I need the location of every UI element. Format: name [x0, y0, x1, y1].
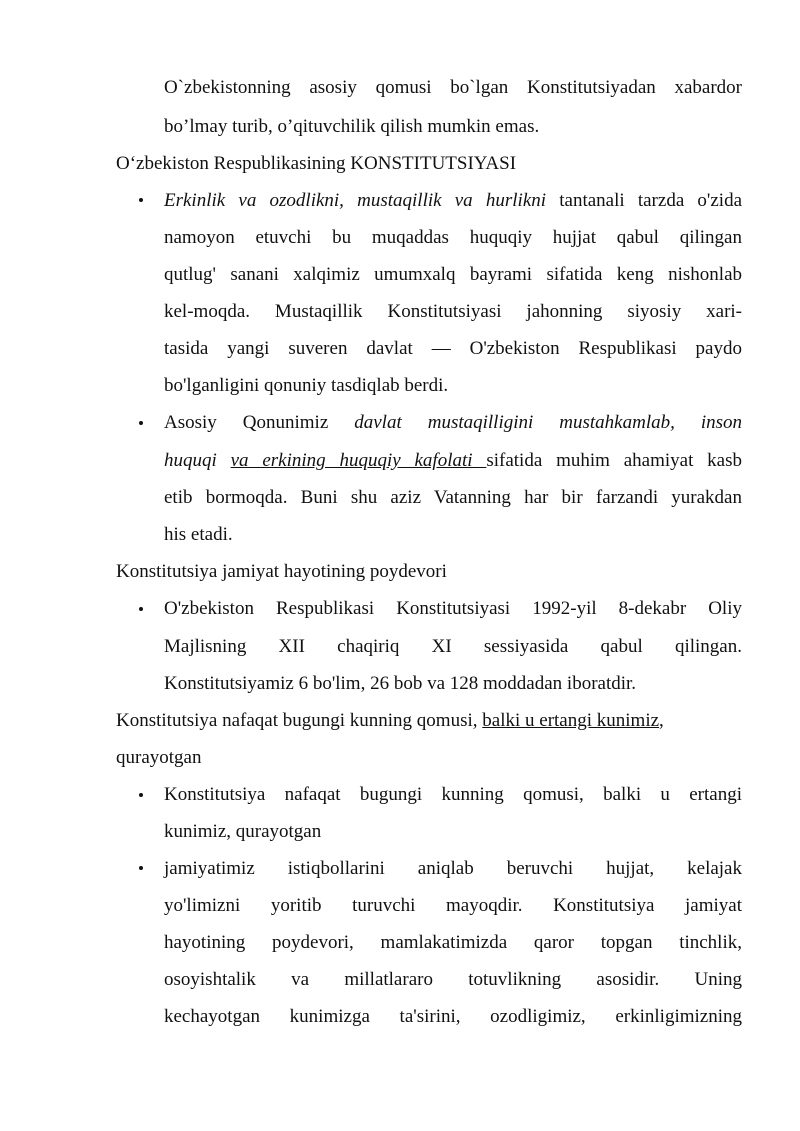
text: tantanali tarzda o'zida [546, 190, 743, 211]
text: , [659, 710, 664, 731]
intro-line: bo’lmay turib, o’qituvchilik qilish mumkin emas. [164, 116, 540, 137]
bullet-icon [138, 865, 146, 873]
bullet-paragraph-line: kel-moqda. Mustaqillik Konstitutsiyasi jahonning siyosiy xari- [164, 301, 742, 322]
bullet-paragraph-line: jamiyatimiz istiqbollarini aniqlab beruvchi hujjat, kelajak [164, 858, 742, 879]
bullet-paragraph-line: namoyon etuvchi bu muqaddas huquqiy hujjat qabul qilingan [164, 227, 742, 248]
section-heading: O‘zbekiston Respublikasining KONSTITUTSIYASI [116, 153, 517, 174]
bullet-paragraph-line [164, 451, 742, 470]
text: Konstitutsiya nafaqat bugungi kunning qomusi, [116, 710, 483, 731]
bullet-paragraph-line: Konstitutsiyamiz 6 bo'lim, 26 bob va 128 moddadan iboratdir. [164, 673, 637, 694]
paragraph-line: qurayotgan [116, 747, 202, 768]
text: sifatida muhim ahamiyat kasb [486, 450, 742, 471]
section-heading: Konstitutsiya jamiyat hayotining poydevori [116, 561, 447, 582]
bullet-paragraph-line: yo'limizni yoritib turuvchi mayoqdir. Konstitutsiya jamiyat [164, 895, 742, 916]
bullet-paragraph-line: etib bormoqda. Buni shu aziz Vatanning har bir farzandi yurakdan [164, 487, 742, 508]
text: Asosiy Qonunimiz [164, 412, 355, 433]
bullet-icon [138, 197, 146, 205]
bullet-paragraph-line: kunimiz, qurayotgan [164, 821, 322, 842]
intro-line: O`zbekistonning asosiy qomusi bo`lgan Konstitutsiyadan xabardor [164, 77, 742, 98]
italic-text: davlat mustaqilligini mustahkamlab, inson [354, 412, 743, 433]
bullet-paragraph-line: osoyishtalik va millatlararo totuvlikning asosidir. Uning [164, 969, 742, 990]
italic-text: Erkinlik va ozodlikni, mustaqillik va hurlikni [164, 190, 547, 211]
bullet-icon [138, 420, 146, 428]
bullet-paragraph-line: Konstitutsiya nafaqat bugungi kunning qomusi, balki u ertangi [164, 784, 742, 805]
bullet-paragraph-line: kechayotgan kunimizga ta'sirini, ozodligimiz, erkinligimizning [164, 1006, 742, 1027]
bullet-paragraph-line: his etadi. [164, 524, 233, 545]
bullet-paragraph-line: bo'lganligini qonuniy tasdiqlab berdi. [164, 375, 449, 396]
bullet-paragraph-line [164, 413, 742, 432]
italic-text: huquqi [164, 450, 231, 471]
underlined-italic-text: va erkining huquqiy kafolati [230, 450, 487, 471]
bullet-paragraph-line: Majlisning XII chaqiriq XI sessiyasida qabul qilingan. [164, 636, 742, 657]
bullet-paragraph-line [164, 191, 742, 210]
underlined-text: balki u ertangi kunimiz [482, 710, 660, 731]
bullet-paragraph-line: O'zbekiston Respublikasi Konstitutsiyasi 1992-yil 8-dekabr Oliy [164, 598, 742, 619]
bullet-paragraph-line: hayotining poydevori, mamlakatimizda qaror topgan tinchlik, [164, 932, 742, 953]
bullet-paragraph-line: qutlug' sanani xalqimiz umumxalq bayrami sifatida keng nishonlab [164, 264, 742, 285]
bullet-icon [138, 606, 146, 614]
bullet-paragraph-line: tasida yangi suveren davlat — O'zbekiston Respublikasi paydo [164, 338, 742, 359]
bullet-icon [138, 792, 146, 800]
paragraph-line [116, 711, 664, 730]
